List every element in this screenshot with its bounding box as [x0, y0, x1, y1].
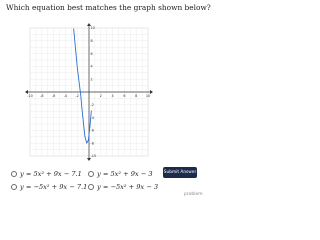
choice-3[interactable] — [11, 182, 87, 192]
coordinate-plane — [24, 22, 154, 162]
x-tick-label: 10 — [145, 94, 151, 98]
x-tick-label: -6 — [51, 94, 56, 98]
submit-answer-button[interactable]: Submit Answer — [163, 167, 197, 178]
y-tick-label: 8 — [90, 39, 93, 43]
choice-2-label: y = 5x² + 9x − 3 — [97, 170, 153, 178]
choice-2[interactable] — [88, 169, 153, 179]
footer-label: problem — [184, 192, 203, 197]
x-tick-label: -4 — [63, 94, 68, 98]
y-tick-label: -2 — [90, 103, 94, 107]
y-tick-label: 6 — [90, 51, 93, 56]
y-tick-label: -4 — [90, 115, 94, 120]
y-tick-label: 2 — [90, 77, 93, 82]
x-tick-label: 6 — [123, 94, 126, 98]
choice-3-label: y = −5x² + 9x − 7.1 — [20, 183, 88, 191]
graph — [24, 22, 154, 162]
radio-circle-icon[interactable] — [88, 171, 94, 177]
x-tick-label: -2 — [75, 94, 79, 98]
x-tick-label: 8 — [135, 94, 138, 98]
x-tick-label: -10 — [27, 94, 33, 98]
y-tick-label: 10 — [90, 26, 95, 31]
y-tick-label: 4 — [90, 64, 93, 69]
axis-arrow-right-icon — [150, 90, 153, 94]
radio-circle-icon[interactable] — [88, 184, 94, 190]
choice-1[interactable] — [11, 169, 82, 179]
radio-circle-icon[interactable] — [11, 184, 17, 190]
choice-4-label: y = −5x² + 9x − 3 — [97, 183, 159, 191]
axis-arrow-down-icon — [87, 158, 91, 161]
x-tick-label: 2 — [99, 94, 102, 98]
question-text: Which equation best matches the graph shown below? — [6, 3, 211, 12]
y-tick-label: -10 — [90, 154, 97, 159]
radio-circle-icon[interactable] — [11, 171, 17, 177]
choice-4[interactable] — [88, 182, 158, 192]
choice-1-label: y = 5x² + 9x − 7.1 — [20, 170, 82, 178]
x-tick-label: -8 — [40, 94, 44, 98]
y-tick-label: -6 — [90, 128, 94, 133]
y-tick-label: -8 — [90, 141, 94, 146]
x-tick-label: 4 — [111, 94, 114, 98]
